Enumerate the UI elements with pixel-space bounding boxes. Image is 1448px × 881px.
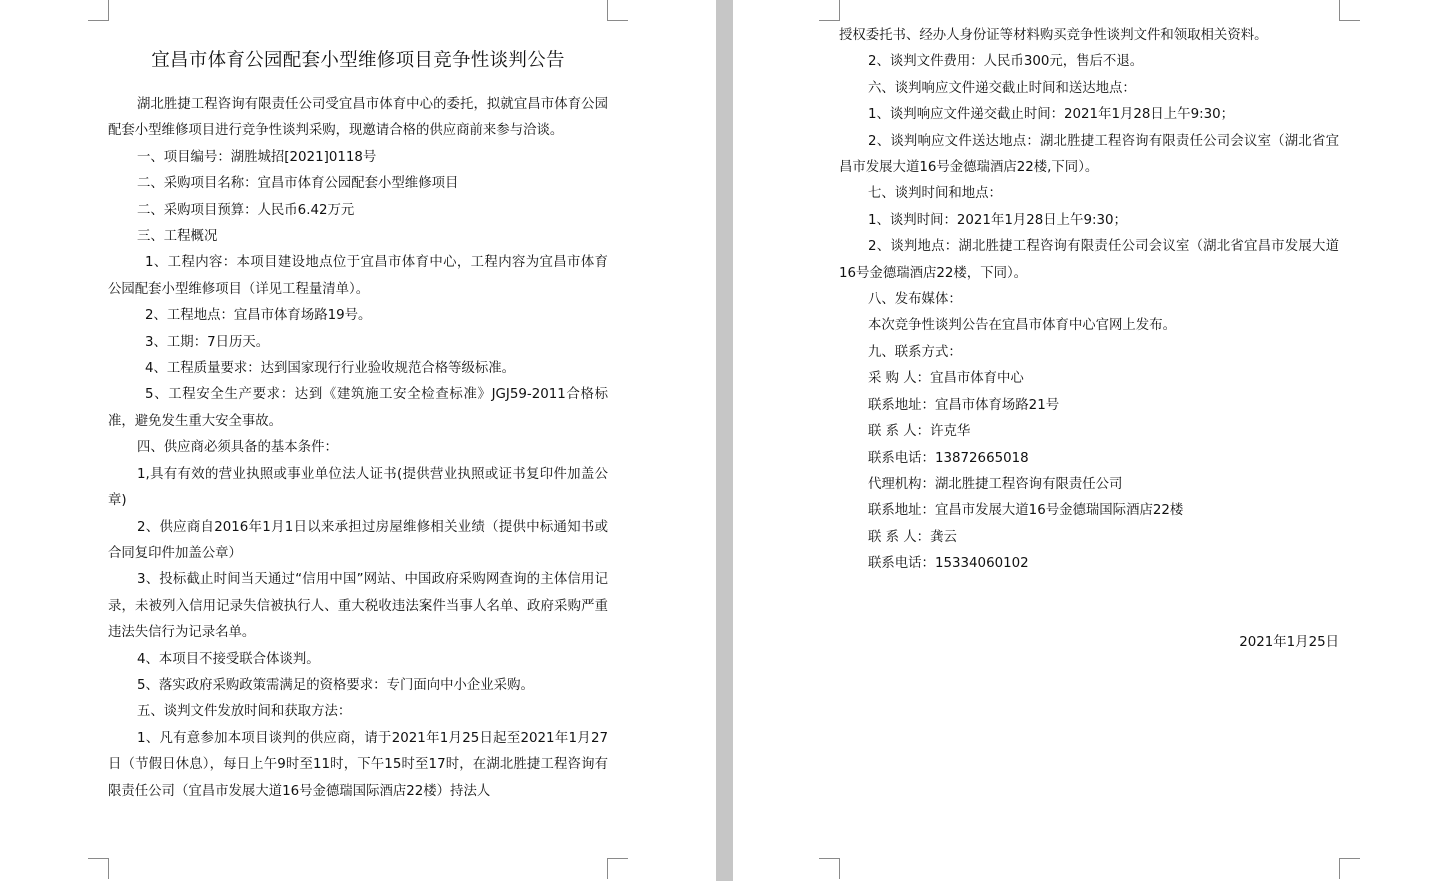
paragraph: 联系地址：宜昌市体育场路21号 (868, 397, 1060, 413)
paragraph: 5、工程安全生产要求：达到《建筑施工安全检查标准》JGJ59-2011合格标准，避免发生重大安全事故。 (108, 387, 608, 429)
page-corner-mark (607, 858, 628, 879)
paragraph: 1,具有有效的营业执照或事业单位法人证书(提供营业执照或证书复印件加盖公章) (108, 466, 608, 509)
paragraph: 联系电话：15334060102 (868, 556, 1029, 572)
page-corner-mark (819, 858, 840, 879)
paragraph: 代理机构：湖北胜捷工程咨询有限责任公司 (868, 476, 1123, 492)
paragraph: 1、谈判时间：2021年1月28日上午9:30； (868, 212, 1127, 228)
paragraph: 七、谈判时间和地点： (868, 186, 1002, 202)
paragraph: 联 系 人：龚云 (868, 529, 957, 545)
paragraph: 2、供应商自2016年1月1日以来承担过房屋维修相关业绩（提供中标通知书或合同复印件加盖公章） (108, 519, 608, 561)
paragraph: 1、工程内容：本项目建设地点位于宜昌市体育中心，工程内容为宜昌市体育公园配套小型维修项目（详见工程量清单）。 (108, 255, 608, 297)
page-corner-mark (1339, 858, 1360, 879)
paragraph: 二、采购项目预算：人民币6.42万元 (137, 202, 355, 218)
document-title: 宜昌市体育公园配套小型维修项目竞争性谈判公告 (151, 50, 565, 71)
page-corner-mark (88, 858, 109, 879)
document-page-left (0, 0, 716, 881)
paragraph: 2、工程地点：宜昌市体育场路19号。 (145, 308, 372, 324)
paragraph: 2、谈判文件费用：人民币300元，售后不退。 (868, 54, 1144, 70)
paragraph: 二、采购项目名称：宜昌市体育公园配套小型维修项目 (137, 176, 459, 192)
page-corner-mark (607, 0, 628, 21)
page-corner-mark (1339, 0, 1360, 21)
paragraph: 六、谈判响应文件递交截止时间和送达地点： (868, 80, 1136, 96)
paragraph: 3、工期：7日历天。 (145, 334, 270, 350)
paragraph: 授权委托书、经办人身份证等材料购买竞争性谈判文件和领取相关资料。 (839, 28, 1268, 43)
document-page-right (733, 0, 1448, 881)
document-date: 2021年1月25日 (1239, 634, 1339, 650)
paragraph: 4、工程质量要求：达到国家现行行业验收规范合格等级标准。 (145, 361, 516, 377)
paragraph: 三、工程概况 (137, 229, 218, 245)
paragraph: 联系地址：宜昌市发展大道16号金德瑞国际酒店22楼 (868, 503, 1184, 519)
paragraph: 1、谈判响应文件递交截止时间：2021年1月28日上午9:30； (868, 107, 1235, 123)
paragraph: 5、落实政府采购政策需满足的资格要求：专门面向中小企业采购。 (137, 677, 534, 693)
paragraph: 联系电话：13872665018 (868, 450, 1029, 466)
paragraph: 采 购 人：宜昌市体育中心 (868, 371, 1024, 387)
paragraph: 本次竞争性谈判公告在宜昌市体育中心官网上发布。 (868, 318, 1176, 334)
paragraph: 九、联系方式： (868, 344, 962, 360)
paragraph: 八、发布媒体： (868, 292, 962, 308)
paragraph: 2、谈判地点：湖北胜捷工程咨询有限责任公司会议室（湖北省宜昌市发展大道16号金德瑞酒店22楼，下同）。 (839, 239, 1339, 281)
paragraph: 四、供应商必须具备的基本条件： (137, 440, 338, 456)
paragraph: 2、谈判响应文件送达地点：湖北胜捷工程咨询有限责任公司会议室（湖北省宜昌市发展大道16号金德瑞酒店22楼,下同）。 (839, 133, 1339, 176)
page-right-body (839, 23, 1339, 656)
paragraph: 五、谈判文件发放时间和获取方法： (137, 704, 352, 720)
page-corner-mark (819, 0, 840, 21)
paragraph: 湖北胜捷工程咨询有限责任公司受宜昌市体育中心的委托，拟就宜昌市体育公园配套小型维修项目进行竞争性谈判采购，现邀请合格的供应商前来参与洽谈。 (108, 97, 608, 139)
paragraph: 3、投标截止时间当天通过“信用中国”网站、中国政府采购网查询的主体信用记录，未被列入信用记录失信被执行人、重大税收违法案件当事人名单、政府采购严重违法失信行为记录名单。 (108, 572, 608, 641)
paragraph: 一、项目编号：湖胜城招[2021]0118号 (137, 149, 377, 165)
paragraph: 4、本项目不接受联合体谈判。 (137, 651, 320, 667)
page-left-body (108, 46, 608, 805)
paragraph: 1、凡有意参加本项目谈判的供应商，请于2021年1月25日起至2021年1月27日（节假日休息），每日上午9时至11时，下午15时至17时，在湖北胜捷工程咨询有限责任公司（宜昌市发展大道16号金德瑞国际酒店22楼）持法人 (108, 730, 608, 799)
paragraph: 联 系 人：许克华 (868, 424, 971, 440)
page-corner-mark (88, 0, 109, 21)
